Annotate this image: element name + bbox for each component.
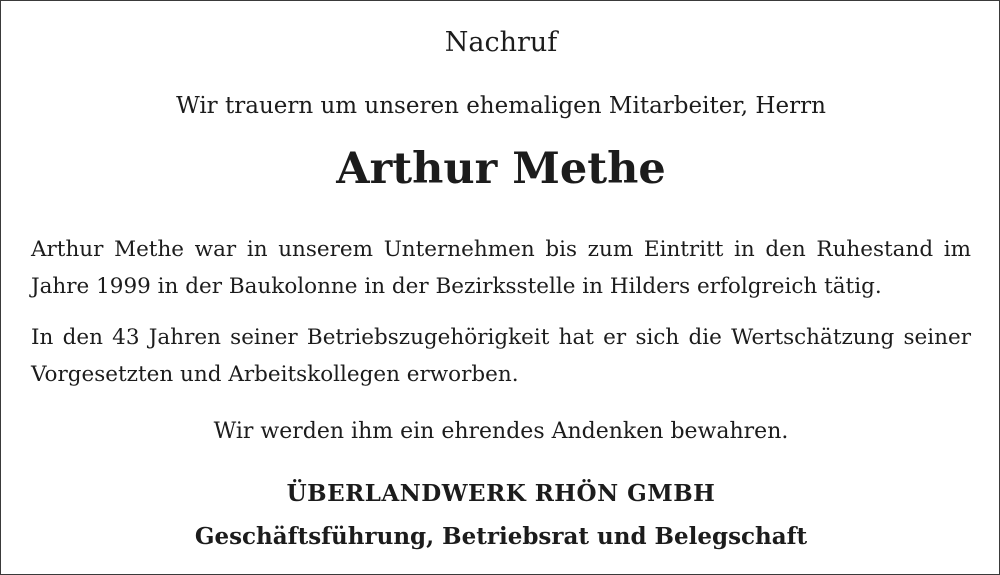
notice-heading: Nachruf <box>444 27 558 58</box>
signers-line: Geschäftsführung, Betriebsrat und Belegschaft <box>194 523 808 550</box>
closing-line: Wir werden ihm ein ehrendes Andenken bewahren. <box>213 419 789 444</box>
company-name: ÜBERLANDWERK RHÖN GMBH <box>286 480 716 507</box>
body-paragraph: In den 43 Jahren seiner Betriebszugehörigkeit hat er sich die Wertschätzung seiner Vorgesetzten und Arbeitskollegen erworben. <box>31 325 971 387</box>
body-paragraph: Arthur Methe war in unserem Unternehmen bis zum Eintritt in den Ruhestand im Jahre 1999 in der Baukolonne in der Bezirksstelle in Hilders erfolgreich tätig. <box>31 237 971 299</box>
deceased-name: Arthur Methe <box>336 144 666 194</box>
intro-line: Wir trauern um unseren ehemaligen Mitarbeiter, Herrn <box>176 93 826 119</box>
